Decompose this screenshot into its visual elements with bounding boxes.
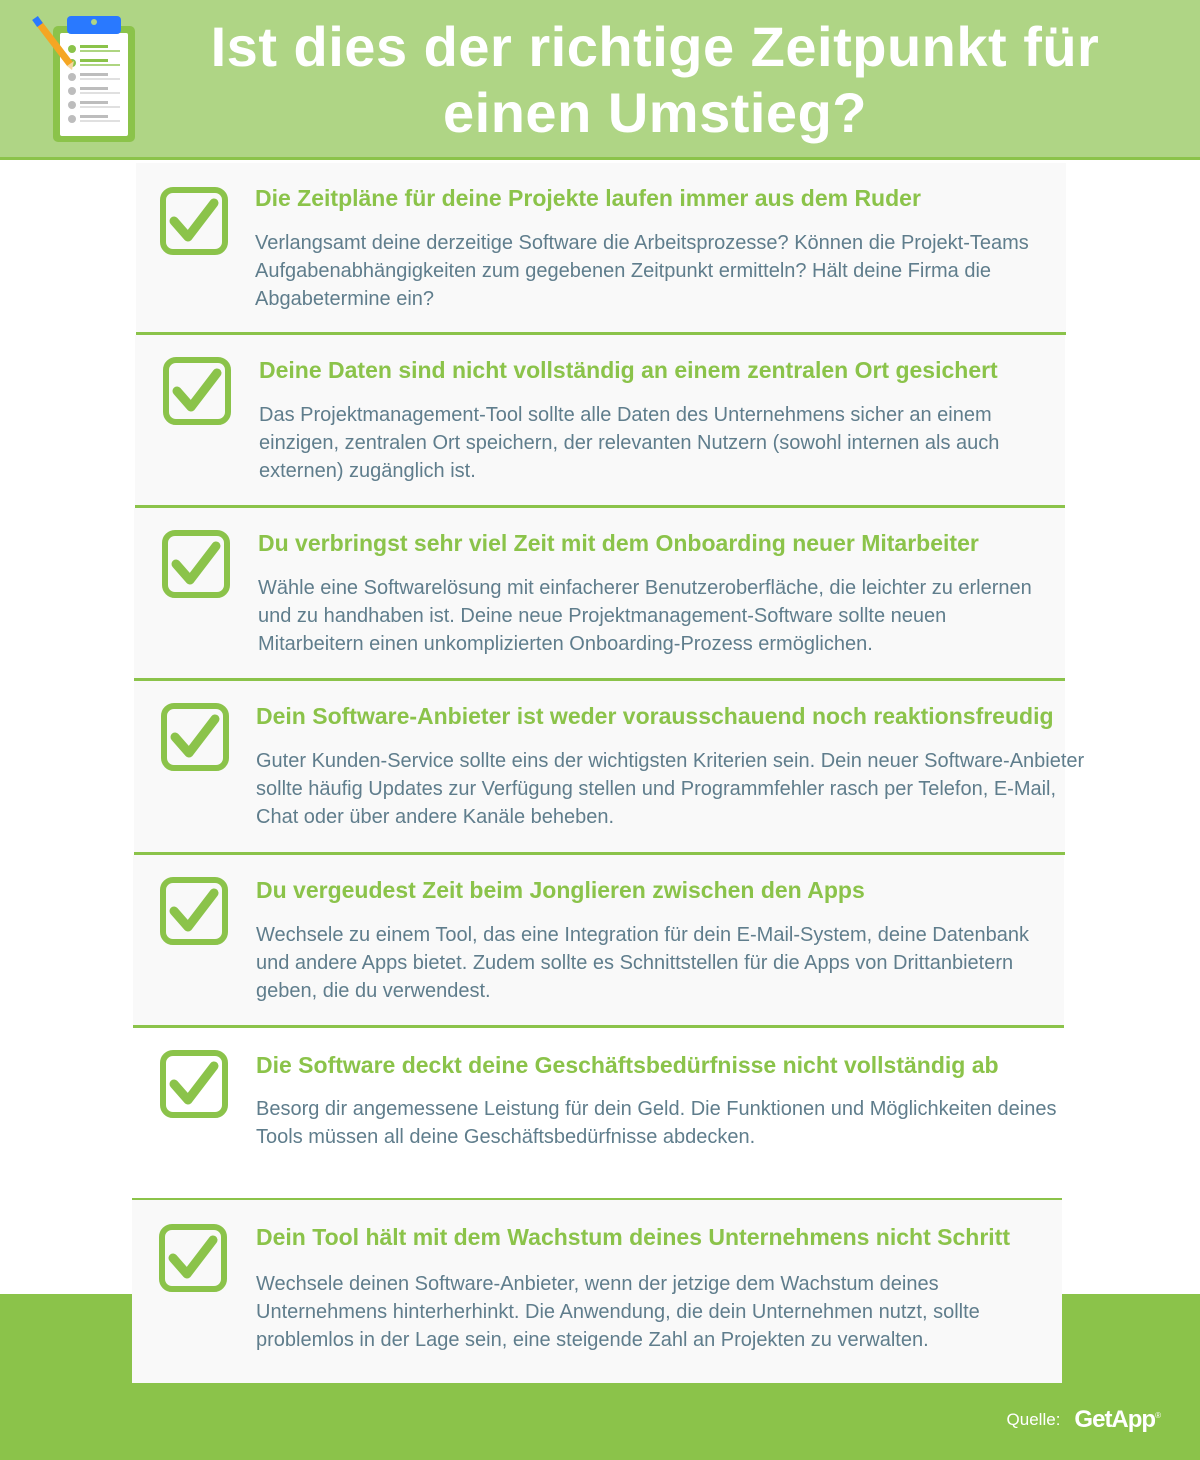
header-banner	[0, 0, 1200, 160]
item-body: Besorg dir angemessene Leistung für dein Geld. Die Funktionen und Möglichkeiten deines Tools müssen all deine Geschäftsbedürfnisse abdecken.	[256, 1098, 1057, 1148]
checkbox-checked-icon	[160, 1050, 228, 1118]
page-title: Ist dies der richtige Zeitpunkt für einen Umstieg?	[210, 15, 1100, 144]
checklist-item	[134, 681, 1085, 855]
source-credit	[1007, 1406, 1160, 1434]
item-body: Wechsele deinen Software-Anbieter, wenn der jetzige dem Wachstum deines Unternehmens hinterherhinkt. Die Anwendung, die dein Unternehmen nutzt, sollte problemlos in der Lage sein, eine steigende Zahl an Projekten zu verwalten.	[256, 1273, 980, 1351]
source-label: Quelle:	[1006, 1410, 1061, 1429]
checklist-item	[135, 335, 1065, 508]
getapp-logo	[1074, 1406, 1160, 1434]
checkbox-checked-icon	[161, 703, 229, 771]
checkbox-checked-icon	[163, 357, 231, 425]
brand-name: GetApp	[1074, 1406, 1156, 1433]
checkbox-checked-icon	[160, 877, 228, 945]
item-title: Dein Software-Anbieter ist weder vorausschauend noch reaktionsfreudig	[256, 703, 1054, 729]
item-body: Das Projektmanagement-Tool sollte alle Daten des Unternehmens sicher an einem einzigen, zentralen Ort speichern, der relevanten Nutzern (sowohl internen als auch externen) zugänglich ist.	[259, 404, 1000, 482]
item-title: Die Software deckt deine Geschäftsbedürfnisse nicht vollständig ab	[256, 1052, 999, 1078]
item-title: Du verbringst sehr viel Zeit mit dem Onboarding neuer Mitarbeiter	[258, 530, 979, 556]
checklist-item	[134, 508, 1065, 681]
item-title: Du vergeudest Zeit beim Jonglieren zwischen den Apps	[256, 877, 865, 903]
item-title: Die Zeitpläne für deine Projekte laufen immer aus dem Ruder	[255, 185, 921, 211]
item-body: Wähle eine Softwarelösung mit einfacherer Benutzeroberfläche, die leichter zu erlernen und zu handhaben ist. Deine neue Projektmanagement-Software sollte neuen Mitarbeitern einen unkomplizierten Onboarding-Prozess ermöglichen.	[258, 577, 1032, 655]
item-body: Guter Kunden-Service sollte eins der wichtigsten Kriterien sein. Dein neuer Software-Anbieter sollte häufig Updates zur Verfügung stellen und Programmfehler rasch per Telefon, E-Mail, Chat oder über andere Kanäle beheben.	[256, 750, 1085, 828]
item-title: Deine Daten sind nicht vollständig an einem zentralen Ort gesichert	[259, 357, 998, 383]
checklist-item	[133, 855, 1064, 1028]
checklist-item	[133, 1028, 1064, 1198]
checklist-item	[136, 163, 1066, 335]
item-title: Dein Tool hält mit dem Wachstum deines Unternehmens nicht Schritt	[256, 1224, 1010, 1250]
checkbox-checked-icon	[162, 530, 230, 598]
item-body: Verlangsamt deine derzeitige Software die Arbeitsprozesse? Können die Projekt-Teams Aufgabenabhängigkeiten zum gegebenen Zeitpunkt ermitteln? Hält deine Firma die Abgabetermine ein?	[255, 232, 1029, 310]
checkbox-checked-icon	[159, 1224, 227, 1292]
item-body: Wechsele zu einem Tool, das eine Integration für dein E-Mail-System, deine Datenbank und andere Apps bietet. Zudem sollte es Schnittstellen für die Apps von Drittanbietern geben, die du verwendest.	[256, 924, 1030, 1002]
checkbox-checked-icon	[160, 187, 228, 255]
registered-mark: ®	[1155, 1411, 1160, 1420]
checklist-item	[132, 1198, 1062, 1383]
clipboard-checklist-icon	[30, 14, 140, 146]
